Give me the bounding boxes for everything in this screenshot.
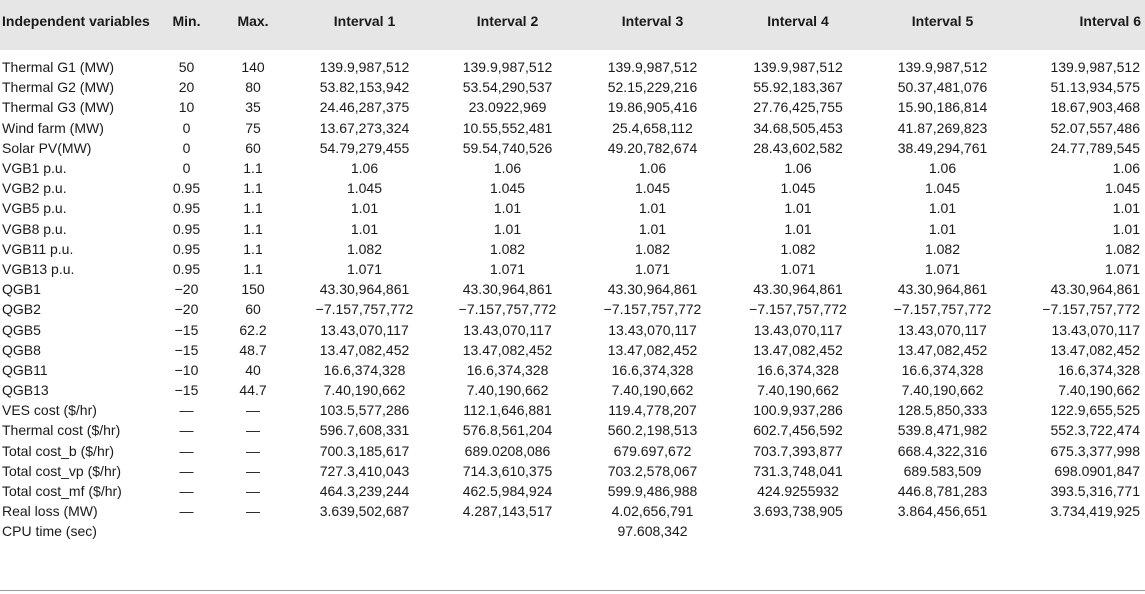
row-label: Solar PV(MW) bbox=[2, 139, 92, 156]
row-label: VES cost ($/hr) bbox=[2, 402, 97, 419]
table-cell: 53.54,290,537 bbox=[462, 79, 553, 96]
table-cell: 49.20,782,674 bbox=[607, 139, 698, 156]
table-cell: 1.01 bbox=[784, 220, 812, 237]
table-row bbox=[0, 340, 1145, 360]
table-cell: 103.5,577,286 bbox=[319, 402, 410, 419]
table-cell: 1.06 bbox=[784, 160, 812, 177]
table-cell: 16.6,374,328 bbox=[611, 361, 694, 378]
table-cell: 13.47,082,452 bbox=[319, 341, 410, 358]
table-cell: 1.082 bbox=[780, 240, 816, 257]
table-cell: 24.46,287,375 bbox=[319, 99, 410, 116]
table-cell: 679.697,672 bbox=[613, 442, 692, 459]
table-cell: 0 bbox=[182, 119, 191, 136]
table-row bbox=[0, 461, 1145, 481]
table-cell: 602.7,456,592 bbox=[753, 422, 843, 439]
table-row bbox=[0, 501, 1145, 521]
row-label: QGB13 bbox=[2, 382, 49, 399]
table-cell: 16.6,374,328 bbox=[323, 361, 406, 378]
column-header-0: Independent variables bbox=[0, 0, 160, 50]
table-cell: 1.06 bbox=[350, 160, 379, 177]
table-cell: 27.76,425,755 bbox=[753, 99, 843, 116]
table-cell: 38.49,294,761 bbox=[897, 139, 988, 156]
table-cell: 122.9,655,525 bbox=[1050, 402, 1140, 419]
table-cell: 60 bbox=[245, 301, 261, 318]
table-header bbox=[0, 0, 1145, 50]
table-row bbox=[0, 198, 1145, 218]
table-cell: 18.67,903,468 bbox=[1050, 99, 1140, 116]
table-cell: 43.30,964,861 bbox=[319, 281, 410, 298]
table-cell: 0.95 bbox=[172, 200, 201, 217]
table-cell: 689.0208,086 bbox=[464, 442, 551, 459]
table-cell: 13.43,070,117 bbox=[1051, 321, 1140, 338]
table-cell: 4.02,656,791 bbox=[611, 503, 694, 520]
table-cell: — bbox=[246, 462, 260, 479]
table-cell bbox=[160, 521, 213, 541]
table-cell: 43.30,964,861 bbox=[897, 281, 988, 298]
table-cell: 43.30,964,861 bbox=[607, 281, 698, 298]
row-label: VGB13 p.u. bbox=[2, 260, 75, 277]
table-cell: 23.0922,969 bbox=[468, 99, 547, 116]
table-cell: 59.54,740,526 bbox=[462, 139, 553, 156]
table-cell: 53.82,153,942 bbox=[319, 79, 410, 96]
table-cell: 1.01 bbox=[350, 200, 379, 217]
table-cell: 599.9,486,988 bbox=[607, 483, 698, 500]
table-cell: 7.40,190,662 bbox=[466, 382, 549, 399]
table-row bbox=[0, 239, 1145, 259]
table-cell: — bbox=[179, 503, 194, 520]
row-label: Thermal G3 (MW) bbox=[2, 99, 114, 116]
row-label: QGB8 bbox=[2, 341, 41, 358]
table-cell: 28.43,602,582 bbox=[753, 139, 843, 156]
table-cell: 1.1 bbox=[243, 160, 263, 177]
table-cell: 13.43,070,117 bbox=[753, 321, 843, 338]
table-cell: 703.7,393,877 bbox=[753, 442, 843, 459]
table-cell: 3.864,456,651 bbox=[897, 503, 988, 520]
table-cell: 10 bbox=[178, 99, 195, 116]
table-cell: 1.01 bbox=[1112, 200, 1140, 217]
row-label: Real loss (MW) bbox=[2, 503, 98, 520]
table-row bbox=[0, 420, 1145, 440]
table-row bbox=[0, 400, 1145, 420]
table-cell: 7.40,190,662 bbox=[611, 382, 694, 399]
table-cell: 560.2,198,513 bbox=[607, 422, 698, 439]
row-label: QGB11 bbox=[2, 361, 48, 378]
table-row bbox=[0, 441, 1145, 461]
table-cell: 714.3,610,375 bbox=[462, 462, 553, 479]
table-cell: 0.95 bbox=[172, 240, 201, 257]
table-cell: 0.95 bbox=[172, 180, 201, 197]
table-cell: 3.734,419,925 bbox=[1050, 503, 1140, 520]
table-cell: 10.55,552,481 bbox=[462, 119, 553, 136]
table-cell: 40 bbox=[245, 361, 261, 378]
table-cell: 16.6,374,328 bbox=[757, 361, 839, 378]
table-cell: 16.6,374,328 bbox=[466, 361, 549, 378]
table-cell: 464.3,239,244 bbox=[319, 483, 410, 500]
table-cell: 1.045 bbox=[1104, 180, 1140, 197]
table-cell: 128.5,850,333 bbox=[897, 402, 988, 419]
table-cell: 1.045 bbox=[634, 180, 671, 197]
table-cell: 139.9,987,512 bbox=[897, 59, 988, 76]
table-cell: 16.6,374,328 bbox=[1058, 361, 1140, 378]
table-cell: 52.15,229,216 bbox=[607, 79, 698, 96]
table-cell: 16.6,374,328 bbox=[901, 361, 984, 378]
column-header-2: Max. bbox=[213, 0, 293, 50]
table-cell: 0.95 bbox=[172, 220, 201, 237]
table-row bbox=[0, 360, 1145, 380]
table-cell: −15 bbox=[174, 341, 199, 358]
table-cell: 1.01 bbox=[350, 220, 379, 237]
table-cell: 727.3,410,043 bbox=[319, 462, 410, 479]
table-cell: 19.86,905,416 bbox=[607, 99, 698, 116]
table-cell: — bbox=[179, 422, 194, 439]
row-label: Thermal cost ($/hr) bbox=[2, 422, 121, 439]
table-cell: 0 bbox=[182, 160, 191, 177]
table-cell: 1.06 bbox=[638, 160, 667, 177]
table-cell bbox=[870, 521, 1015, 541]
table-cell: 675.3,377,998 bbox=[1050, 442, 1140, 459]
table-cell: 7.40,190,662 bbox=[901, 382, 984, 399]
table-cell: −15 bbox=[174, 382, 199, 399]
table-cell bbox=[1015, 521, 1145, 541]
table-cell: 140 bbox=[241, 59, 265, 76]
header-gap bbox=[0, 50, 1145, 57]
table-cell: 55.92,183,367 bbox=[753, 79, 843, 96]
table-cell: 97.608,342 bbox=[617, 523, 688, 540]
table-cell: 4.287,143,517 bbox=[462, 503, 553, 520]
table-cell: −20 bbox=[174, 301, 199, 318]
column-header-1: Min. bbox=[160, 0, 213, 50]
table-row bbox=[0, 138, 1145, 158]
table-cell: 1.01 bbox=[1112, 220, 1140, 237]
column-header-6: Interval 4 bbox=[726, 0, 870, 50]
table-cell: 20 bbox=[178, 79, 195, 96]
table-row bbox=[0, 57, 1145, 77]
table-cell: — bbox=[246, 442, 260, 459]
table-cell bbox=[436, 521, 579, 541]
column-header-7: Interval 5 bbox=[870, 0, 1015, 50]
table-cell: 13.43,070,117 bbox=[463, 321, 552, 338]
table-cell: 1.082 bbox=[346, 240, 383, 257]
table-cell: — bbox=[246, 402, 260, 419]
table-cell: 43.30,964,861 bbox=[753, 281, 843, 298]
table-cell: 539.8,471,982 bbox=[897, 422, 988, 439]
table-cell: 731.3,748,041 bbox=[753, 462, 843, 479]
row-label: Thermal G2 (MW) bbox=[2, 79, 114, 96]
table-cell: 13.47,082,452 bbox=[897, 341, 988, 358]
table-row bbox=[0, 319, 1145, 339]
table-cell: 13.43,070,117 bbox=[898, 321, 987, 338]
table-cell: 0.95 bbox=[172, 260, 201, 277]
table-cell: 48.7 bbox=[239, 341, 267, 358]
table-cell: −20 bbox=[174, 281, 199, 298]
table-cell: 0 bbox=[182, 139, 191, 156]
table-cell: 576.8,561,204 bbox=[462, 422, 553, 439]
table-cell: 13.67,273,324 bbox=[319, 119, 410, 136]
table-cell: 446.8,781,283 bbox=[897, 483, 988, 500]
spacer bbox=[0, 50, 1145, 57]
table-cell: — bbox=[179, 483, 194, 500]
table-cell bbox=[213, 521, 293, 541]
table-cell: 1.1 bbox=[243, 220, 263, 237]
table-cell: 1.045 bbox=[489, 180, 526, 197]
row-label: Total cost_mf ($/hr) bbox=[2, 483, 122, 500]
table-cell: 13.47,082,452 bbox=[462, 341, 553, 358]
table-cell: −7.157,757,772 bbox=[749, 301, 847, 318]
table-row bbox=[0, 279, 1145, 299]
table-cell: — bbox=[246, 503, 260, 520]
table-body bbox=[0, 50, 1145, 542]
table-row bbox=[0, 259, 1145, 279]
table-row bbox=[0, 178, 1145, 198]
table-cell: 112.1,646,881 bbox=[463, 402, 552, 419]
table-cell: 15.90,186,814 bbox=[897, 99, 988, 116]
table-cell: 1.06 bbox=[493, 160, 522, 177]
row-label: Total cost_b ($/hr) bbox=[2, 442, 115, 459]
table-row bbox=[0, 521, 1145, 541]
table-cell: 24.77,789,545 bbox=[1050, 139, 1140, 156]
row-label: Total cost_vp ($/hr) bbox=[2, 462, 122, 479]
table-cell: 139.9,987,512 bbox=[753, 59, 843, 76]
table-row bbox=[0, 158, 1145, 178]
table-cell: 7.40,190,662 bbox=[757, 382, 839, 399]
table-cell: — bbox=[246, 483, 260, 500]
table-cell: 35 bbox=[245, 99, 261, 116]
row-label: CPU time (sec) bbox=[2, 523, 97, 540]
column-header-8: Interval 6 bbox=[1015, 0, 1145, 50]
table-cell: 7.40,190,662 bbox=[323, 382, 406, 399]
table-row bbox=[0, 97, 1145, 117]
table-cell: 139.9,987,512 bbox=[462, 59, 553, 76]
table-cell: −7.157,757,772 bbox=[1042, 301, 1140, 318]
bottom-rule bbox=[0, 590, 1145, 591]
table-cell: 689.583,509 bbox=[903, 462, 982, 479]
column-header-3: Interval 1 bbox=[293, 0, 436, 50]
row-label: QGB2 bbox=[2, 301, 41, 318]
table-cell: 668.4,322,316 bbox=[897, 442, 988, 459]
row-label: QGB5 bbox=[2, 321, 41, 338]
table-cell: 52.07,557,486 bbox=[1050, 119, 1140, 136]
table-cell: 13.47,082,452 bbox=[607, 341, 698, 358]
row-label: VGB2 p.u. bbox=[2, 180, 67, 197]
table-cell: 1.01 bbox=[784, 200, 812, 217]
table-cell: 3.639,502,687 bbox=[319, 503, 410, 520]
table-cell: 1.045 bbox=[346, 180, 383, 197]
table-cell: 43.30,964,861 bbox=[462, 281, 553, 298]
row-label: VGB8 p.u. bbox=[2, 220, 67, 237]
table-cell: 698.0901,847 bbox=[1054, 462, 1140, 479]
table-row bbox=[0, 77, 1145, 97]
table-cell: 1.01 bbox=[928, 220, 957, 237]
column-header-4: Interval 2 bbox=[436, 0, 579, 50]
table-cell: 1.071 bbox=[634, 260, 671, 277]
table-cell: 44.7 bbox=[239, 382, 267, 399]
table-cell: 1.082 bbox=[489, 240, 526, 257]
row-label: VGB5 p.u. bbox=[2, 200, 67, 217]
table-cell: −7.157,757,772 bbox=[603, 301, 702, 318]
table-cell: 1.045 bbox=[924, 180, 961, 197]
table-cell: 1.082 bbox=[924, 240, 961, 257]
table-cell: 1.071 bbox=[346, 260, 383, 277]
table-cell: 100.9,937,286 bbox=[753, 402, 843, 419]
table-cell: 393.5,316,771 bbox=[1050, 483, 1140, 500]
table-cell: 1.1 bbox=[243, 260, 263, 277]
table-row bbox=[0, 118, 1145, 138]
table-cell: 13.43,070,117 bbox=[320, 321, 409, 338]
table-cell: 1.01 bbox=[493, 220, 522, 237]
table-cell: 43.30,964,861 bbox=[1050, 281, 1140, 298]
table-cell: 62.2 bbox=[239, 321, 267, 338]
table-cell: 1.1 bbox=[243, 180, 263, 197]
row-label: VGB11 p.u. bbox=[2, 240, 74, 257]
row-label: VGB1 p.u. bbox=[2, 160, 67, 177]
table-cell: 3.693,738,905 bbox=[753, 503, 843, 520]
table-row bbox=[0, 299, 1145, 319]
table-row bbox=[0, 481, 1145, 501]
table-cell: 139.9,987,512 bbox=[607, 59, 698, 76]
table-cell: −7.157,757,772 bbox=[458, 301, 557, 318]
table-cell: 119.4,778,207 bbox=[608, 402, 697, 419]
table-cell: 50 bbox=[178, 59, 195, 76]
table-cell: 1.071 bbox=[489, 260, 526, 277]
table-cell: 1.01 bbox=[638, 200, 667, 217]
table-cell: 1.1 bbox=[243, 240, 263, 257]
table-row bbox=[0, 219, 1145, 239]
table-cell: 150 bbox=[241, 281, 265, 298]
column-header-5: Interval 3 bbox=[579, 0, 726, 50]
table-cell: 25.4,658,112 bbox=[612, 119, 693, 136]
table-cell: 1.06 bbox=[1112, 160, 1140, 177]
table-cell: 75 bbox=[245, 119, 261, 136]
table-cell: 703.2,578,067 bbox=[607, 462, 698, 479]
table-cell: 1.06 bbox=[928, 160, 957, 177]
table-cell: −7.157,757,772 bbox=[893, 301, 992, 318]
table-cell: — bbox=[179, 402, 194, 419]
table-cell: 139.9,987,512 bbox=[319, 59, 410, 76]
table-cell: 41.87,269,823 bbox=[897, 119, 988, 136]
table-cell: — bbox=[179, 442, 194, 459]
table-cell: 7.40,190,662 bbox=[1058, 382, 1140, 399]
table-cell: 596.7,608,331 bbox=[319, 422, 410, 439]
table-cell: 1.071 bbox=[780, 260, 816, 277]
table-cell: 1.082 bbox=[634, 240, 671, 257]
table-cell: −10 bbox=[174, 361, 199, 378]
table-cell: 13.47,082,452 bbox=[753, 341, 843, 358]
table-cell: — bbox=[246, 422, 260, 439]
table-cell: 1.071 bbox=[1104, 260, 1140, 277]
table-cell: 462.5,984,924 bbox=[462, 483, 553, 500]
table-cell: 139.9,987,512 bbox=[1050, 59, 1140, 76]
table-cell: −7.157,757,772 bbox=[315, 301, 414, 318]
header-row bbox=[0, 0, 1145, 50]
table-cell bbox=[726, 521, 870, 541]
table-row bbox=[0, 380, 1145, 400]
table-cell: 552.3,722,474 bbox=[1050, 422, 1140, 439]
table-cell: 1.01 bbox=[493, 200, 522, 217]
table-cell bbox=[293, 521, 436, 541]
table-cell: 1.01 bbox=[928, 200, 957, 217]
table-cell: 60 bbox=[245, 139, 261, 156]
table-cell: 1.082 bbox=[1104, 240, 1140, 257]
table-cell: 51.13,934,575 bbox=[1050, 79, 1140, 96]
row-label: Wind farm (MW) bbox=[2, 119, 104, 136]
table-cell: 13.47,082,452 bbox=[1050, 341, 1140, 358]
table-cell: 54.79,279,455 bbox=[319, 139, 410, 156]
table-cell: 13.43,070,117 bbox=[608, 321, 697, 338]
table-cell: −15 bbox=[174, 321, 199, 338]
table-cell: 50.37,481,076 bbox=[897, 79, 988, 96]
table-cell: 700.3,185,617 bbox=[319, 442, 410, 459]
table-cell: 1.1 bbox=[243, 200, 263, 217]
table-cell: 80 bbox=[245, 79, 261, 96]
table-cell: 424.9255932 bbox=[757, 483, 839, 500]
table-cell: 34.68,505,453 bbox=[753, 119, 843, 136]
table-cell: — bbox=[179, 462, 194, 479]
table-cell: 1.071 bbox=[924, 260, 961, 277]
row-label: Thermal G1 (MW) bbox=[2, 59, 114, 76]
table-cell: 1.045 bbox=[780, 180, 816, 197]
row-label: QGB1 bbox=[2, 281, 41, 298]
table-cell: 1.01 bbox=[638, 220, 667, 237]
